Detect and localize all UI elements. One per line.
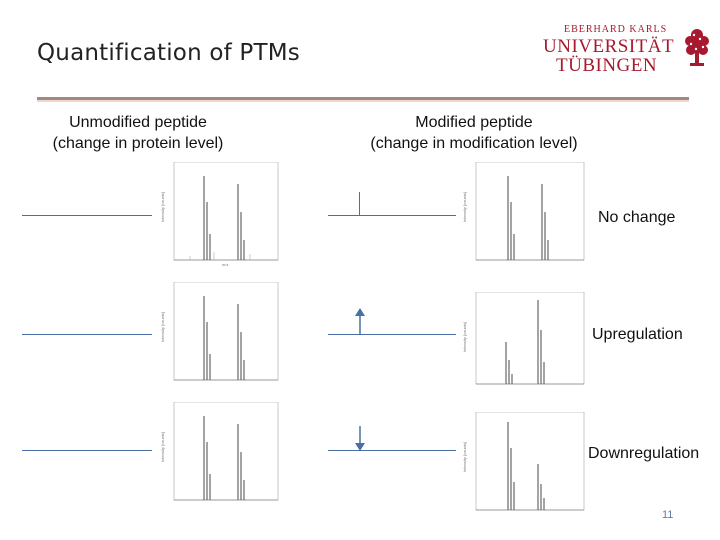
mass-spectrum-modified-row3 (462, 412, 586, 518)
baseline-unmodified-row2 (22, 334, 152, 335)
baseline-unmodified-row1 (22, 215, 152, 216)
column-header-modified (340, 112, 608, 154)
slide-title: Quantification of PTMs (37, 40, 300, 66)
svg-text:m/z: m/z (222, 262, 229, 267)
svg-text:Intensity [counts]: Intensity [counts] (462, 191, 467, 222)
mass-spectrum-unmodified-row2 (160, 282, 280, 388)
tree-emblem-icon (682, 26, 712, 70)
svg-text:Intensity [counts]: Intensity [counts] (160, 431, 165, 462)
logo-line3: TÜBINGEN (556, 55, 658, 76)
university-logo (530, 24, 720, 80)
no-change-marker (359, 192, 360, 215)
mass-spectrum-unmodified-row3 (160, 402, 280, 508)
row-label-downregulation: Downregulation (588, 445, 700, 462)
column-header-modified-line2: (change in modification level) (370, 135, 578, 152)
row-label-upregulation: Upregulation (592, 326, 683, 343)
svg-text:Intensity [counts]: Intensity [counts] (462, 441, 467, 472)
page-number: 11 (662, 509, 674, 521)
column-header-modified-line1: Modified peptide (415, 114, 533, 131)
mass-spectrum-modified-row1 (462, 162, 586, 268)
svg-text:Intensity [counts]: Intensity [counts] (160, 191, 165, 222)
baseline-modified-row1 (328, 215, 456, 216)
baseline-modified-row2 (328, 334, 456, 335)
column-header-unmodified (20, 112, 256, 154)
mass-spectrum-unmodified-row1 (160, 162, 280, 268)
up-arrow-icon (352, 308, 368, 336)
baseline-modified-row3 (328, 450, 456, 451)
svg-text:Intensity [counts]: Intensity [counts] (160, 311, 165, 342)
baseline-unmodified-row3 (22, 450, 152, 451)
logo-line2: UNIVERSITÄT (543, 36, 675, 57)
svg-text:Intensity [counts]: Intensity [counts] (462, 321, 467, 352)
row-label-no-change: No change (598, 209, 676, 226)
down-arrow-icon (352, 424, 368, 452)
title-divider-shadow (37, 100, 689, 102)
column-header-unmodified-line1: Unmodified peptide (69, 114, 207, 131)
logo-line1: EBERHARD KARLS (564, 24, 668, 35)
mass-spectrum-modified-row2 (462, 292, 586, 392)
column-header-unmodified-line2: (change in protein level) (52, 135, 224, 152)
